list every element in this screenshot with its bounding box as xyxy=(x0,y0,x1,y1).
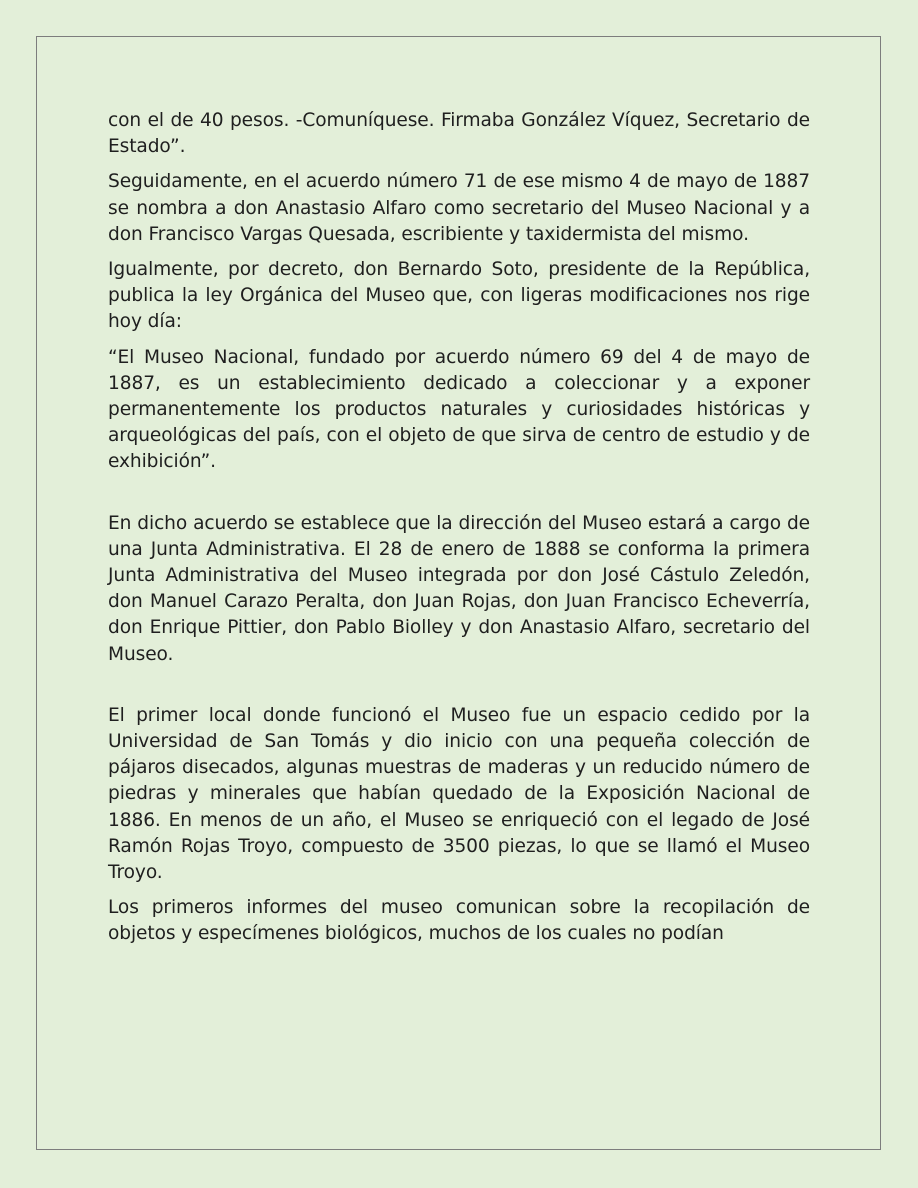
paragraph-decree-ending: con el de 40 pesos. -Comuníquese. Firmaba González Víquez, Secretario de Estado”. xyxy=(108,110,810,158)
document-body xyxy=(108,108,810,957)
paragraph-administrative-board: En dicho acuerdo se establece que la dirección del Museo estará a cargo de una Junta Administrativa. El 28 de enero de 1888 se conforma la primera Junta Administrativa del Museo integrada por don José Cástulo Zeledón, don Manuel Carazo Peralta, don Juan Rojas, don Juan Francisco Echeverría, don Enrique Pittier, don Pablo Biolley y don Anastasio Alfaro, secretario del Museo. xyxy=(108,512,810,665)
paragraph-first-location: El primer local donde funcionó el Museo fue un espacio cedido por la Universidad de San Tomás y dio inicio con una pequeña colección de pájaros disecados, algunas muestras de maderas y un reducido número de piedras y minerales que habían quedado de la Exposición Nacional de 1886. En menos de un año, el Museo se enriqueció con el legado de José Ramón Rojas Troyo, compuesto de 3500 piezas, lo que se llamó el Museo Troyo. xyxy=(108,704,810,884)
paragraph-first-reports: Los primeros informes del museo comunican sobre la recopilación de objetos y especímenes biológicos, muchos de los cuales no podían xyxy=(108,897,810,945)
paragraph-agreement-71: Seguidamente, en el acuerdo número 71 de ese mismo 4 de mayo de 1887 se nombra a don Anastasio Alfaro como secretario del Museo Nacional y a don Francisco Vargas Quesada, escribiente y taxidermista del mismo. xyxy=(108,171,810,245)
paragraph-organic-law: Igualmente, por decreto, don Bernardo Soto, presidente de la República, publica la ley Orgánica del Museo que, con ligeras modificaciones nos rige hoy día: xyxy=(108,259,810,333)
paragraph-museum-definition-quote: “El Museo Nacional, fundado por acuerdo número 69 del 4 de mayo de 1887, es un establecimiento dedicado a coleccionar y a exponer permanentemente los productos naturales y curiosidades históricas y arqueológicas del país, con el objeto de que sirva de centro de estudio y de exhibición”. xyxy=(108,346,810,473)
